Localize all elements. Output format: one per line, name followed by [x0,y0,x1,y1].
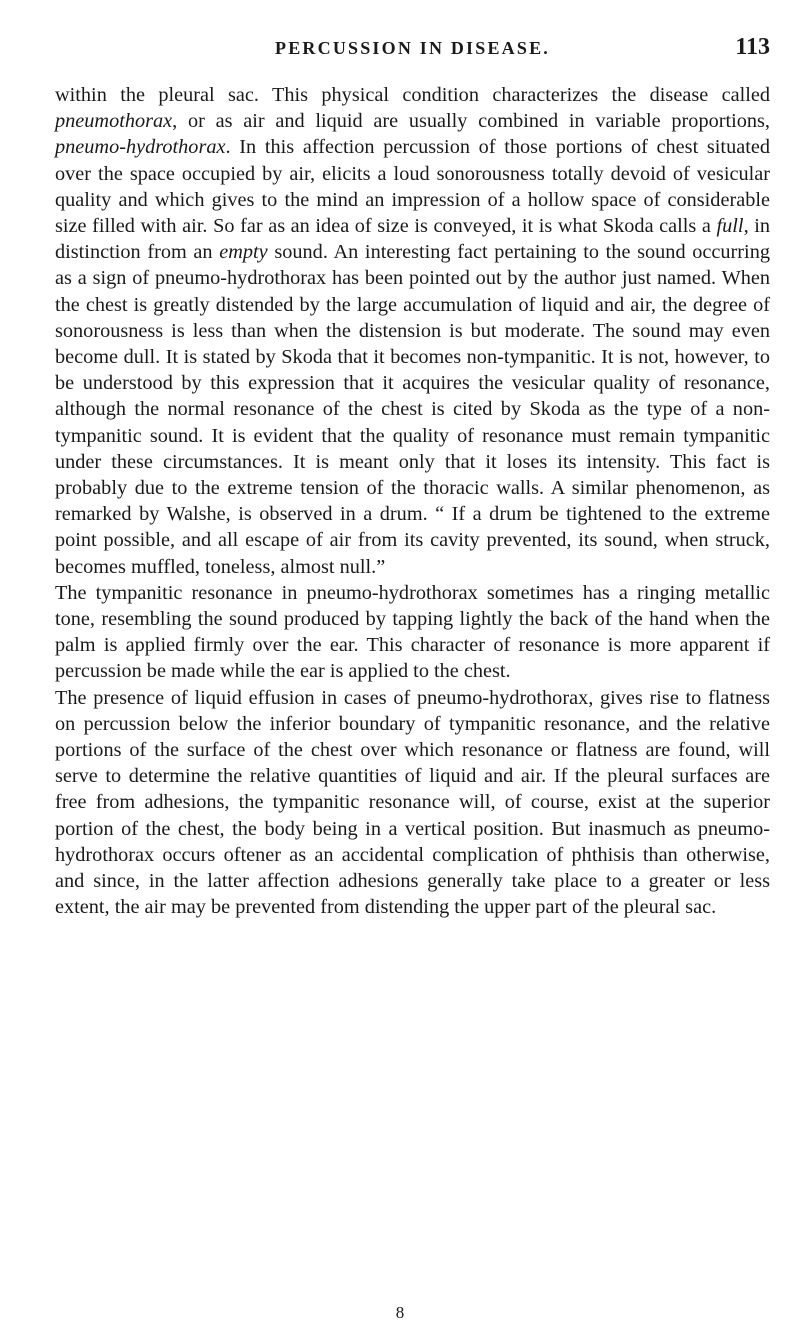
paragraph-text: . In this affection percussion of those portions of chest situated over the space occupied by air, elicits a loud sonorousness totally devoid of vesicular quality and which gives to the mind an impression of a hollow space of considerable size filled with air. So far as an idea of size is conveyed, it is what Skoda calls a [55,136,770,238]
paragraph-3: The presence of liquid effusion in cases of pneumo-hydrothorax, gives rise to flatness on percussion below the inferior boundary of tympanitic resonance, and the relative portions of the surface of the chest over which resonance or flatness are found, will serve to determine the relative quantities of liquid and air. If the pleural surfaces are free from adhesions, the tympanitic resonance will, of course, exist at the superior portion of the chest, the body being in a vertical position. But inasmuch as pneumo-hydrothorax occurs oftener as an accidental complication of phthisis than otherwise, and since, in the latter affection adhesions generally take place to a greater or less extent, the air may be prevented from distending the upper part of the pleural sac. [55,686,770,919]
paragraph-text: , in distinction from an [55,215,770,264]
running-title: PERCUSSION IN DISEASE. [275,38,550,58]
body-text [55,82,770,921]
page-number: 113 [735,34,770,60]
emphasis-term: pneumo-hydrothorax [55,136,226,159]
emphasis-term: full [716,215,744,238]
signature-mark: 8 [395,1303,405,1322]
running-header [55,34,770,68]
emphasis-term: pneumothorax [55,110,173,133]
paragraph-text: within the pleural sac. This physical condition characterizes the disease called [55,84,770,106]
emphasis-term: empty [219,241,268,264]
paragraph-2: The tympanitic resonance in pneumo-hydrothorax sometimes has a ringing metallic tone, resembling the sound produced by tapping lightly the back of the hand when the palm is applied firmly over the ear. This character of resonance is more apparent if percussion be made while the ear is applied to the chest. [55,581,770,683]
paragraph-text: , or as air and liquid are usually combined in variable proportions, [172,110,770,133]
paragraph-1 [55,82,770,580]
paragraph-text: sound. An interesting fact pertaining to the sound occurring as a sign of pneumo-hydrothorax has been pointed out by the author just named. When the chest is greatly distended by the large accumulation of liquid and air, the degree of sonorousness is less than when the distension is but moderate. The sound may even become dull. It is stated by Skoda that it becomes non-tympanitic. It is not, however, to be understood by this expression that it acquires the vesicular quality of resonance, although the normal resonance of the chest is cited by Skoda as the type of a non-tympanitic sound. It is evident that the quality of resonance must remain tympanitic under these circumstances. It is meant only that it loses its intensity. This fact is probably due to the extreme tension of the thoracic walls. A similar phenomenon, as remarked by Walshe, is observed in a drum. “ If a drum be tightened to the extreme point possible, and all escape of air from its cavity prevented, its sound, when struck, becomes muffled, toneless, almost null.” [55,241,770,578]
